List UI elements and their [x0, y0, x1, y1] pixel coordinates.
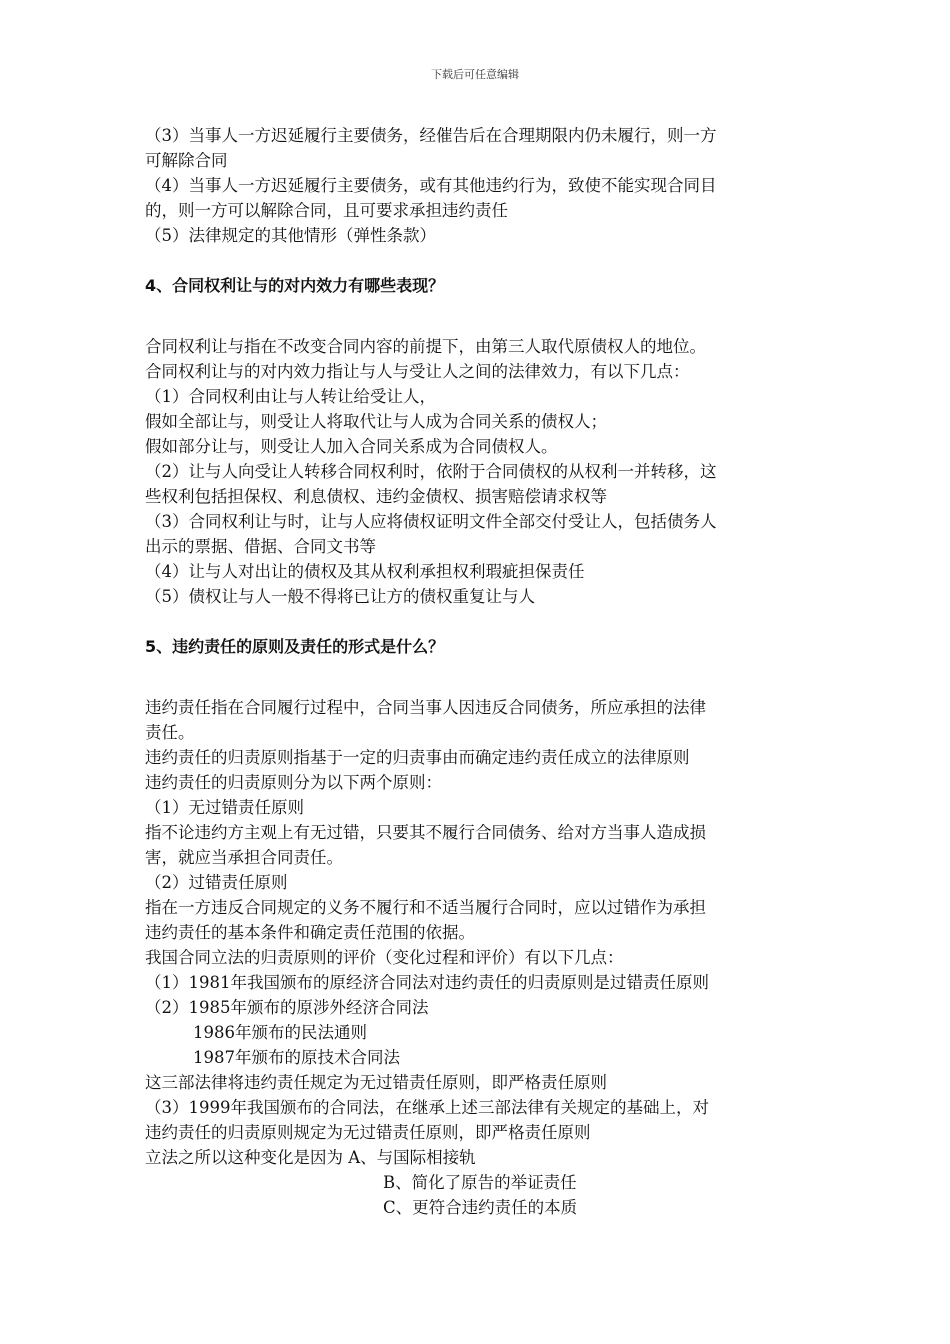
text-line: （5）债权让与人一般不得将已让方的债权重复让与人 [145, 587, 535, 606]
text-line: （5）法律规定的其他情形（弹性条款） [145, 226, 436, 245]
text-line: 违约责任的归责原则分为以下两个原则： [145, 773, 442, 792]
text-line: 害，就应当承担合同责任。 [145, 848, 343, 867]
indented-line: 1986年颁布的民法通则 [193, 1023, 367, 1042]
text-line: 可解除合同 [145, 151, 228, 170]
text-line: 违约责任的归责原则规定为无过错责任原则，即严格责任原则 [145, 1123, 591, 1142]
text-line: （4）让与人对出让的债权及其从权利承担权利瑕疵担保责任 [145, 562, 585, 581]
text-line: （3）当事人一方迟延履行主要债务，经催告后在合理期限内仍未履行，则一方 [145, 126, 717, 145]
indented-line: B、简化了原告的举证责任 [383, 1173, 577, 1192]
text-line: 这三部法律将违约责任规定为无过错责任原则，即严格责任原则 [145, 1073, 607, 1092]
section-heading-5: 5、违约责任的原则及责任的形式是什么？ [145, 637, 445, 656]
text-line: （3）1999年我国颁布的合同法，在继承上述三部法律有关规定的基础上，对 [145, 1098, 709, 1117]
text-line: 出示的票据、借据、合同文书等 [145, 537, 376, 556]
text-line: 合同权利让与的对内效力指让与人与受让人之间的法律效力，有以下几点： [145, 362, 690, 381]
text-line: 违约责任指在合同履行过程中，合同当事人因违反合同债务，所应承担的法律 [145, 698, 706, 717]
text-line: （1）无过错责任原则 [145, 798, 304, 817]
text-line: 假如全部让与，则受让人将取代让与人成为合同关系的债权人； [145, 412, 607, 431]
text-line: （2）让与人向受让人转移合同权利时，依附于合同债权的从权利一并转移，这 [145, 462, 717, 481]
text-line: （2）1985年颁布的原涉外经济合同法 [145, 998, 429, 1017]
text-line: 违约责任的基本条件和确定责任范围的依据。 [145, 923, 475, 942]
text-line: （1）1981年我国颁布的原经济合同法对违约责任的归责原则是过错责任原则 [145, 973, 709, 992]
text-line: 我国合同立法的归责原则的评价（变化过程和评价）有以下几点： [145, 948, 624, 967]
spacer [145, 298, 810, 334]
indented-line: C、更符合违约责任的本质 [383, 1198, 578, 1217]
text-line: （3）合同权利让与时，让与人应将债权证明文件全部交付受让人，包括债务人 [145, 512, 717, 531]
spacer [145, 609, 810, 634]
spacer [145, 248, 810, 273]
document-body [145, 123, 810, 1220]
text-line: 违约责任的归责原则指基于一定的归责事由而确定违约责任成立的法律原则 [145, 748, 690, 767]
text-line: （4）当事人一方迟延履行主要债务，或有其他违约行为，致使不能实现合同目 [145, 176, 717, 195]
text-line: 合同权利让与指在不改变合同内容的前提下，由第三人取代原债权人的地位。 [145, 337, 706, 356]
text-line: （1）合同权利由让与人转让给受让人， [145, 387, 436, 406]
text-line: 的，则一方可以解除合同，且可要求承担违约责任 [145, 201, 508, 220]
page-header: 下载后可任意编辑 [431, 68, 519, 81]
text-line: 指不论违约方主观上有无过错，只要其不履行合同债务、给对方当事人造成损 [145, 823, 706, 842]
text-line: 假如部分让与，则受让人加入合同关系成为合同债权人。 [145, 437, 558, 456]
text-line: （2）过错责任原则 [145, 873, 288, 892]
text-line: 立法之所以这种变化是因为 A、与国际相接轨 [145, 1148, 476, 1167]
text-line: 指在一方违反合同规定的义务不履行和不适当履行合同时，应以过错作为承担 [145, 898, 706, 917]
section-heading-4: 4、合同权利让与的对内效力有哪些表现？ [145, 276, 445, 295]
text-line: 责任。 [145, 723, 195, 742]
indented-line: 1987年颁布的原技术合同法 [193, 1048, 400, 1067]
text-line: 些权利包括担保权、利息债权、违约金债权、损害赔偿请求权等 [145, 487, 607, 506]
spacer [145, 659, 810, 695]
